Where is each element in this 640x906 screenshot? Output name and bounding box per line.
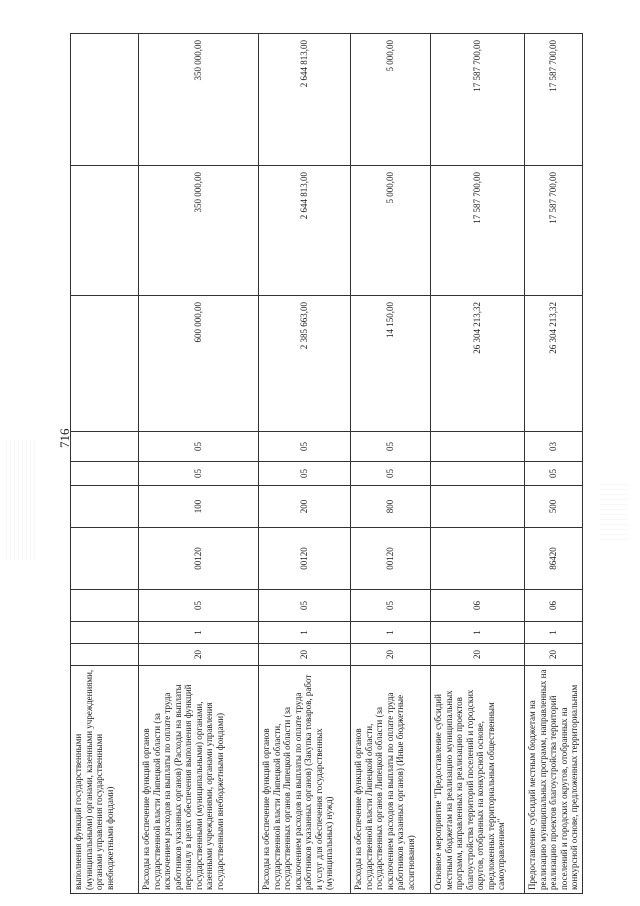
amount-cell: 26 304 213,32 [431,296,525,432]
code-cell [71,462,139,486]
amount-cell: 2 385 663,00 [259,296,351,432]
code-cell [71,622,139,644]
code-cell: 03 [525,432,583,462]
table-row [351,34,431,894]
code-cell [431,432,525,462]
code-cell: 1 [259,622,351,644]
code-cell [71,486,139,528]
amount-cell: 5 000,00 [351,34,431,166]
amount-cell: 17 587 700,00 [525,34,583,166]
code-cell [431,528,525,590]
code-cell: 1 [139,622,259,644]
scan-artifact [6,440,36,560]
code-cell: 06 [525,590,583,622]
table-row [259,34,351,894]
code-cell: 05 [351,432,431,462]
code-cell [71,590,139,622]
code-cell: 86420 [525,528,583,590]
code-cell [71,432,139,462]
code-cell: 1 [525,622,583,644]
code-cell: 500 [525,486,583,528]
row-description: Расходы на обеспечение функций органов государственной власти Липецкой области, государственных органов Липецкой области (за исключением расходов на выплаты по оплате труда работников указанных органов) (Закупка товаров, работ и услуг для обеспечения государственных (муниципальных) нужд) [259,666,351,894]
code-cell: 200 [259,486,351,528]
code-cell: 20 [351,644,431,666]
code-cell: 20 [525,644,583,666]
table-row [431,34,525,894]
amount-cell [71,34,139,166]
code-cell [71,528,139,590]
code-cell: 05 [351,462,431,486]
amount-cell: 17 587 700,00 [431,166,525,296]
code-cell: 05 [259,432,351,462]
code-cell: 20 [139,644,259,666]
code-cell: 20 [431,644,525,666]
code-cell: 1 [351,622,431,644]
table-row [139,34,259,894]
amount-cell: 26 304 213,32 [525,296,583,432]
row-description: Предоставление субсидий местным бюджетам на реализацию муниципальных программ, направленных на реализацию проектов благоустройства территорий поселений и городских округов, отобранных на конкурсной основе, предложенных территориальным [525,666,583,894]
code-cell [71,644,139,666]
scan-artifact [600,480,628,540]
table-row [525,34,583,894]
code-cell: 05 [259,590,351,622]
amount-cell: 350 000,00 [139,34,259,166]
row-description: Расходы на обеспечение функций органов государственной власти Липецкой области, государственных органов Липецкой области (за исключением расходов на выплаты по оплате труда работников указанных органов) (Иные бюджетные ассигнования) [351,666,431,894]
code-cell [431,462,525,486]
code-cell: 06 [431,590,525,622]
amount-cell: 600 000,00 [139,296,259,432]
code-cell: 05 [259,462,351,486]
code-cell: 05 [525,462,583,486]
row-description: Основное мероприятие "Предоставление субсидий местным бюджетам на реализацию муниципальных программ, направленных на реализацию проектов благоустройства территорий поселений и городских округов, отобранных на конкурсной основе, предложенных территориальным общественным самоуправлением" [431,666,525,894]
row-description: Расходы на обеспечение функций органов государственной власти Липецкой области (за исключением расходов на выплаты по оплате труда работников указанных органов) (Расходы на выплаты персоналу в целях обеспечения выполнения функций государственными (муниципальными) органами, казенными учреждениями, органами управления государственными внебюджетными фондами) [139,666,259,894]
code-cell: 100 [139,486,259,528]
page-number: 716 [57,428,72,448]
code-cell: 05 [139,432,259,462]
row-description: выполнения функций государственными (муниципальными) органами, казенными учреждениями, органами управления государственными внебюджетными фондами) [71,666,139,894]
amount-cell: 17 587 700,00 [525,166,583,296]
amount-cell: 350 000,00 [139,166,259,296]
code-cell: 20 [259,644,351,666]
code-cell: 05 [139,590,259,622]
code-cell: 05 [139,462,259,486]
amount-cell: 14 150,00 [351,296,431,432]
code-cell: 00120 [139,528,259,590]
budget-table-container [70,34,580,894]
amount-cell [71,296,139,432]
code-cell: 05 [351,590,431,622]
amount-cell [71,166,139,296]
amount-cell: 2 644 813,00 [259,34,351,166]
code-cell: 1 [431,622,525,644]
code-cell: 00120 [259,528,351,590]
budget-table [70,33,583,894]
amount-cell: 5 000,00 [351,166,431,296]
amount-cell: 17 587 700,00 [431,34,525,166]
amount-cell: 2 644 813,00 [259,166,351,296]
code-cell: 800 [351,486,431,528]
code-cell: 00120 [351,528,431,590]
code-cell [431,486,525,528]
table-row [71,34,139,894]
